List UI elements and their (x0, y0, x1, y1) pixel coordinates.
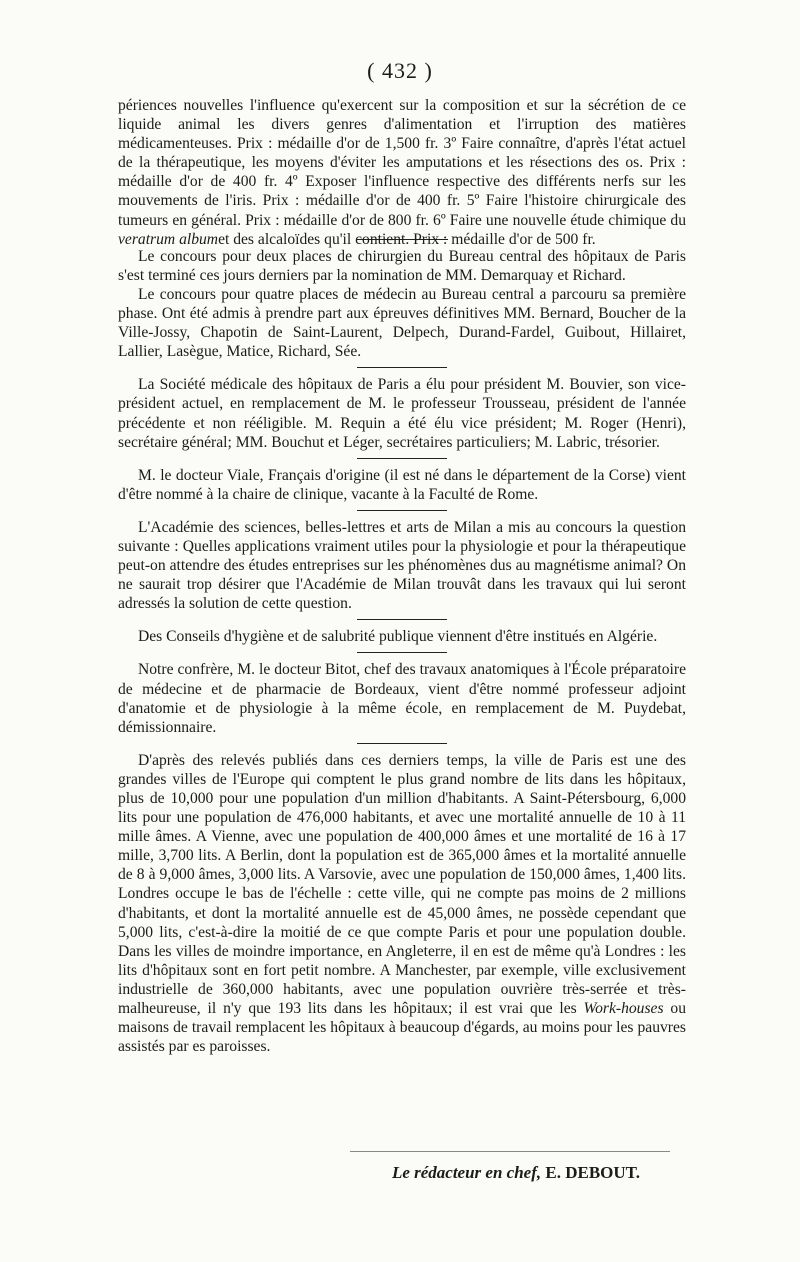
signature (0, 1163, 640, 1183)
section-divider (357, 619, 447, 620)
paragraph-lits-hopitaux (118, 751, 686, 1057)
signature-divider (350, 1151, 670, 1152)
section-divider (357, 743, 447, 744)
page-number: ( 432 ) (367, 58, 433, 83)
section-divider (357, 510, 447, 511)
italic-term: Work-houses (583, 1000, 664, 1018)
paragraph-societe-medicale: La Société médicale des hôpitaux de Paris a élu pour président M. Bouvier, son vice-président actuel, en remplacement de M. le professeur Trousseau, président de l'année précédente et non rééligible. M. Requin a été élu vice président; M. Roger (Henri), secrétaire général; MM. Bouchut et Léger, secrétaires particuliers; M. Labric, trésorier. (118, 376, 686, 451)
paragraph-academie-milan: L'Académie des sciences, belles-lettres et arts de Milan a mis au concours la question suivante : Quelles applications vraiment utiles pour la physiologie et pour la thérapeutique peut-on attendre des études entreprises sur les phénomènes dus au magnétisme animal? On ne saurait trop désirer que l'Académie de Milan trouvât dans les travaux qui lui seront adressés la solution de cette question. (118, 518, 686, 613)
section-divider (357, 367, 447, 368)
paragraph-concours-medecin: Le concours pour quatre places de médecin au Bureau central a parcouru sa première phase. Ont été admis à prendre part aux épreuves définitives MM. Bernard, Boucher de la Ville-Jossy, Chapotin de Saint-Laurent, Delpech, Durand-Fardel, Guibout, Hillairet, Lallier, Lasègue, Matice, Richard, Sée. (118, 285, 686, 361)
text-column (118, 96, 686, 1056)
signature-role: Le rédacteur en chef, (391, 1163, 542, 1182)
paragraph-text: périences nouvelles l'influence qu'exercent sur la composition et sur la sécrétion de ce liquide animal les divers genres d'alimentation et l'irruption des matières médicamenteuses. Prix : médaille d'or de 1,500 fr. 3º Faire connaître, d'après l'état actuel de la thérapeutique, les moyens d'éviter les amputations et les résections des os. Prix : médaille d'or de 400 fr. 4º Exposer l'influence respective des différents nerfs sur les mouvements de l'iris. Prix : médaille d'or de 400 fr. 5º Faire l'histoire chirurgicale des tumeurs en général. Prix : médaille d'or de 800 fr. 6º Faire une nouvelle étude chimique du (118, 97, 686, 229)
paragraph-docteur-bitot: Notre confrère, M. le docteur Bitot, chef des travaux anatomiques à l'École préparatoire de médecine et de pharmacie de Bordeaux, vient d'être nommé professeur adjoint d'anatomie et de physiologie à la même école, en remplacement de M. Puydebat, démissionnaire. (118, 661, 686, 736)
italic-term: veratrum album (118, 230, 219, 248)
paragraph-text: et des alcaloïdes qu'il contient. Prix : médaille d'or de 500 fr. (218, 230, 596, 248)
paragraph-prize-list (118, 96, 686, 249)
paragraph-text: D'après des relevés publiés dans ces derniers temps, la ville de Paris est une des grandes villes de l'Europe qui comptent le plus grand nombre de lits dans les hôpitaux, plus de 10,000 pour une population d'un million d'habitants. A Saint-Pétersbourg, 6,000 lits pour une population de 476,000 habitants, et avec une mortalité annuelle de 10 à 11 mille âmes. A Vienne, avec une population de 400,000 âmes et une mortalité de 16 à 17 mille, 3,700 lits. A Berlin, dont la population est de 365,000 âmes et la mortalité annuelle de 8 à 9,000 âmes, 3,000 lits. A Varsovie, avec une population de 150,000 âmes, 1,400 lits. Londres occupe le bas de l'échelle : cette ville, qui ne compte pas moins de 2 millions d'habitants, et dont la mortalité annuelle est de 45,000 âmes, ne possède cependant que 5,000 lits, c'est-à-dire la moitié de ce que compte Paris et pour une population double. Dans les villes de moindre importance, en Angleterre, il en est de même qu'à Londres : les lits d'hôpitaux sont en fort petit nombre. A Manchester, par exemple, ville exclusivement industrielle de 360,000 habitants, avec une population ouvrière très-serrée et très-malheureuse, il n'y que 193 lits dans les hôpitaux; il est vrai que les (118, 751, 686, 1018)
paragraph-docteur-viale: M. le docteur Viale, Français d'origine (il est né dans le département de la Corse) vient d'être nommé à la chaire de clinique, vacante à la Faculté de Rome. (118, 466, 686, 503)
paragraph-text: ou maisons de travail remplacent les hôpitaux à beaucoup d'égards, au moins pour les pauvres assistés par es paroisses. (118, 1000, 686, 1056)
section-divider (357, 652, 447, 653)
section-divider (357, 458, 447, 459)
paragraph-concours-chirurgien: Le concours pour deux places de chirurgien du Bureau central des hôpitaux de Paris s'est terminé ces jours derniers par la nomination de MM. Demarquay et Richard. (118, 247, 686, 284)
signature-name: E. DEBOUT. (545, 1163, 640, 1182)
paragraph-conseils-hygiene: Des Conseils d'hygiène et de salubrité publique viennent d'être institués en Algérie. (138, 628, 658, 646)
